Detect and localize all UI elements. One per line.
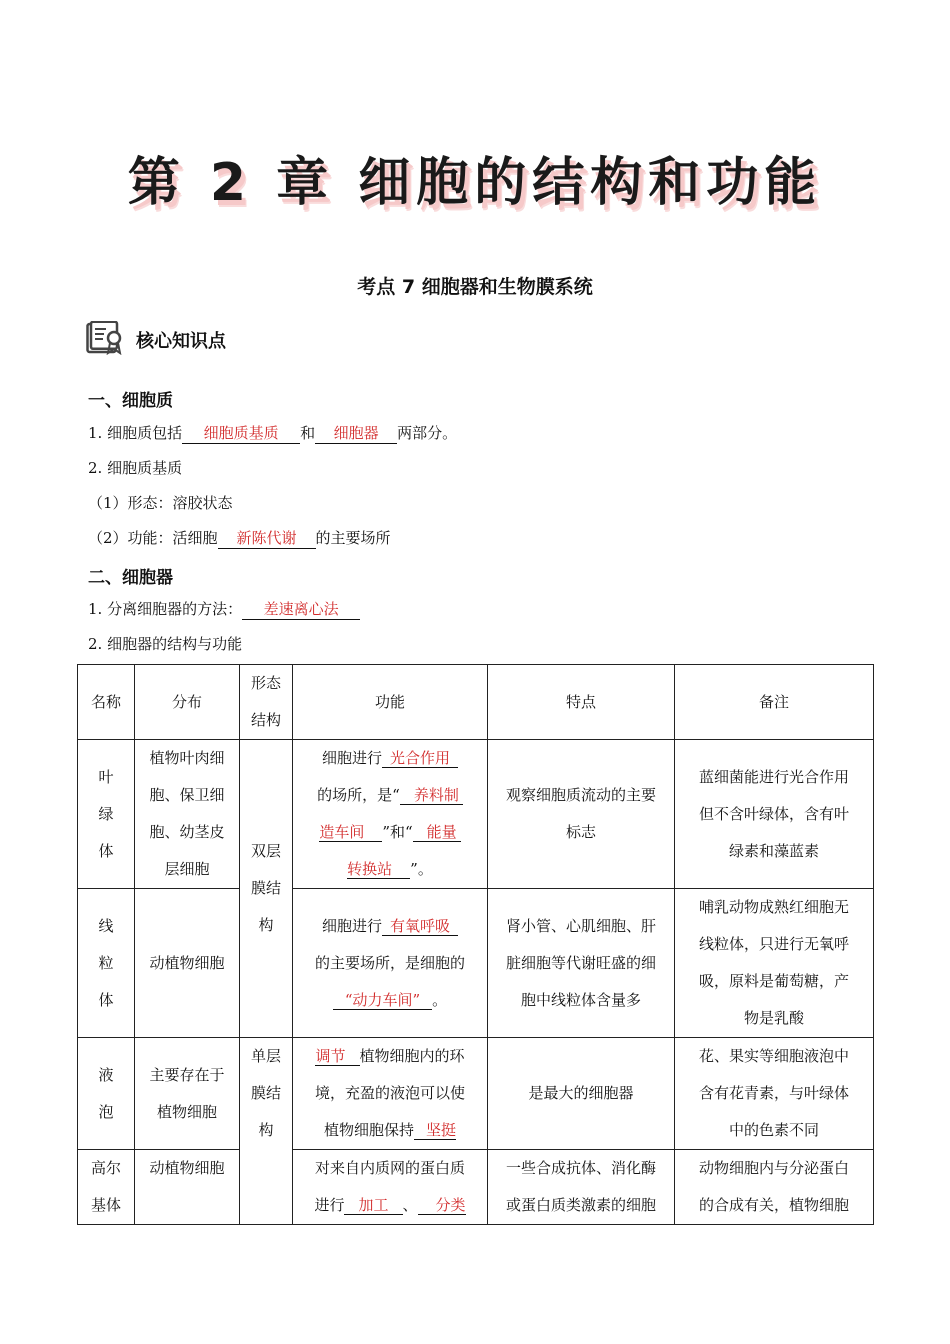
cell-function: 调节 植物细胞内的环 境，充盈的液泡可以使 植物细胞保持 坚挺 — [293, 1038, 488, 1150]
cell-note: 哺乳动物成熟红细胞无 线粒体，只进行无氧呼 吸，原料是葡萄糖，产 物是乳酸 — [675, 889, 874, 1038]
organelle-table — [77, 664, 874, 1225]
cell-name: 液 泡 — [78, 1038, 135, 1150]
cell-distribution: 植物叶肉细 胞、保卫细 胞、幼茎皮 层细胞 — [135, 740, 240, 889]
text-line: 2. 细胞器的结构与功能 — [88, 635, 243, 653]
cell-feature: 观察细胞质流动的主要 标志 — [488, 740, 675, 889]
answer-blank: 差速离心法 — [242, 600, 360, 620]
cell-function: 细胞进行 光合作用 的场所，是“ 养料制 造车间 ”和“ 能量 转换站 ”。 — [293, 740, 488, 889]
table-header-row — [78, 665, 874, 740]
cell-name: 高尔 基体 — [78, 1150, 135, 1225]
cell-function: 对来自内质网的蛋白质 进行 加工 、 分类 — [293, 1150, 488, 1225]
answer-blank: 细胞质基质 — [182, 424, 300, 444]
cell-note: 花、果实等细胞液泡中 含有花青素，与叶绿体 中的色素不同 — [675, 1038, 874, 1150]
cell-feature: 肾小管、心肌细胞、肝 脏细胞等代谢旺盛的细 胞中线粒体含量多 — [488, 889, 675, 1038]
cell-distribution: 动植物细胞 — [135, 889, 240, 1038]
table-row — [78, 889, 874, 1038]
header-distribution: 分布 — [135, 665, 240, 740]
cell-structure-single: 单层 膜结 构 — [240, 1038, 293, 1225]
text-line: （1）形态：溶胶状态 — [88, 494, 233, 512]
cell-feature: 是最大的细胞器 — [488, 1038, 675, 1150]
book-certificate-icon — [86, 321, 124, 359]
cell-structure-double: 双层 膜结 构 — [240, 740, 293, 1038]
section-heading-organelles: 二、细胞器 — [88, 568, 173, 588]
table-row — [78, 1038, 874, 1150]
cell-function: 细胞进行 有氧呼吸 的主要场所，是细胞的 “动力车间” 。 — [293, 889, 488, 1038]
answer-blank: 细胞器 — [315, 424, 397, 444]
text-line: 1. 细胞质包括 细胞质基质 和 细胞器 两部分。 — [88, 424, 458, 442]
header-structure: 形态 结构 — [240, 665, 293, 740]
cell-feature: 一些合成抗体、消化酶 或蛋白质类激素的细胞 — [488, 1150, 675, 1225]
cell-name: 线 粒 体 — [78, 889, 135, 1038]
text-line: 1. 分离细胞器的方法： 差速离心法 — [88, 598, 360, 620]
core-knowledge-label: 核心知识点 — [136, 331, 226, 352]
section-heading-cytoplasm: 一、细胞质 — [88, 391, 173, 411]
table-row — [78, 1150, 874, 1225]
cell-note: 蓝细菌能进行光合作用 但不含叶绿体，含有叶 绿素和藻蓝素 — [675, 740, 874, 889]
cell-distribution: 动植物细胞 — [135, 1150, 240, 1225]
text-line: （2）功能：活细胞 新陈代谢 的主要场所 — [88, 529, 391, 547]
cell-name: 叶 绿 体 — [78, 740, 135, 889]
topic-title: 考点 7 细胞器和生物膜系统 — [357, 276, 593, 298]
table-row — [78, 740, 874, 889]
answer-blank: 新陈代谢 — [218, 529, 316, 549]
header-name: 名称 — [78, 665, 135, 740]
chapter-title: 第 2 章 细胞的结构和功能 — [127, 153, 823, 213]
header-note: 备注 — [675, 665, 874, 740]
cell-distribution: 主要存在于 植物细胞 — [135, 1038, 240, 1150]
core-knowledge-header — [86, 322, 226, 358]
header-function: 功能 — [293, 665, 488, 740]
text-line: 2. 细胞质基质 — [88, 459, 183, 477]
cell-note: 动物细胞内与分泌蛋白 的合成有关，植物细胞 — [675, 1150, 874, 1225]
header-feature: 特点 — [488, 665, 675, 740]
